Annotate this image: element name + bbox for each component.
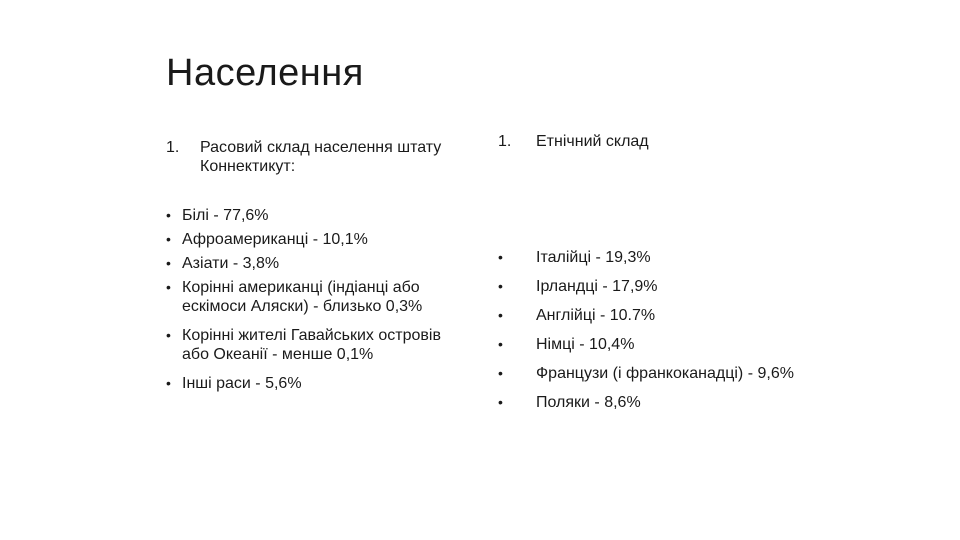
- heading-text: Расовий склад населення штату Коннектикут:: [200, 139, 442, 175]
- bullet-icon: •: [498, 249, 503, 265]
- list-item: [166, 374, 466, 393]
- list-item-text: Корінні американці (індіанці або ескімоси Аляски) - близько 0,3%: [182, 279, 423, 315]
- list-item: [498, 306, 798, 325]
- list-item-text: Афроамериканці - 10,1%: [182, 231, 368, 248]
- list-item: [166, 278, 466, 316]
- list-item: [498, 364, 798, 383]
- bullet-icon: •: [498, 278, 503, 294]
- bullet-icon: •: [166, 279, 171, 295]
- racial-composition-list: [166, 206, 466, 393]
- bullet-icon: •: [166, 255, 171, 271]
- list-item: [498, 248, 798, 267]
- bullet-icon: •: [166, 207, 171, 223]
- list-item-text: Корінні жителі Гавайських островів або Океанії - менше 0,1%: [182, 327, 441, 363]
- ethnic-composition-column: [498, 132, 798, 411]
- list-item-text: Англійці - 10.7%: [536, 307, 656, 324]
- list-item-text: Італійці - 19,3%: [536, 249, 651, 266]
- heading-text: Етнічний склад: [536, 133, 649, 150]
- heading-number: 1.: [498, 133, 512, 150]
- list-item: [498, 277, 798, 296]
- list-item: [166, 230, 466, 249]
- bullet-icon: •: [166, 327, 171, 343]
- bullet-icon: •: [498, 307, 503, 323]
- slide-title: Населення: [166, 52, 364, 94]
- bullet-icon: •: [166, 375, 171, 391]
- bullet-icon: •: [498, 365, 503, 381]
- list-item-text: Німці - 10,4%: [536, 336, 635, 353]
- ethnic-composition-list: [498, 248, 798, 422]
- racial-composition-heading: [166, 138, 466, 176]
- list-item: [498, 393, 798, 412]
- list-item: [498, 335, 798, 354]
- list-item-text: Азіати - 3,8%: [182, 255, 280, 272]
- list-item-text: Поляки - 8,6%: [536, 394, 641, 411]
- ethnic-composition-heading: [498, 132, 798, 151]
- list-item-text: Інші раси - 5,6%: [182, 375, 302, 392]
- racial-composition-column: [166, 138, 466, 398]
- heading-number: 1.: [166, 139, 180, 156]
- bullet-icon: •: [498, 394, 503, 410]
- list-item: [166, 254, 466, 273]
- bullet-icon: •: [498, 336, 503, 352]
- list-item: [166, 326, 466, 364]
- list-item-text: Французи (і франкоканадці) - 9,6%: [536, 365, 794, 382]
- list-item-text: Ірландці - 17,9%: [536, 278, 658, 295]
- list-item-text: Білі - 77,6%: [182, 207, 269, 224]
- list-item: [166, 206, 466, 225]
- bullet-icon: •: [166, 231, 171, 247]
